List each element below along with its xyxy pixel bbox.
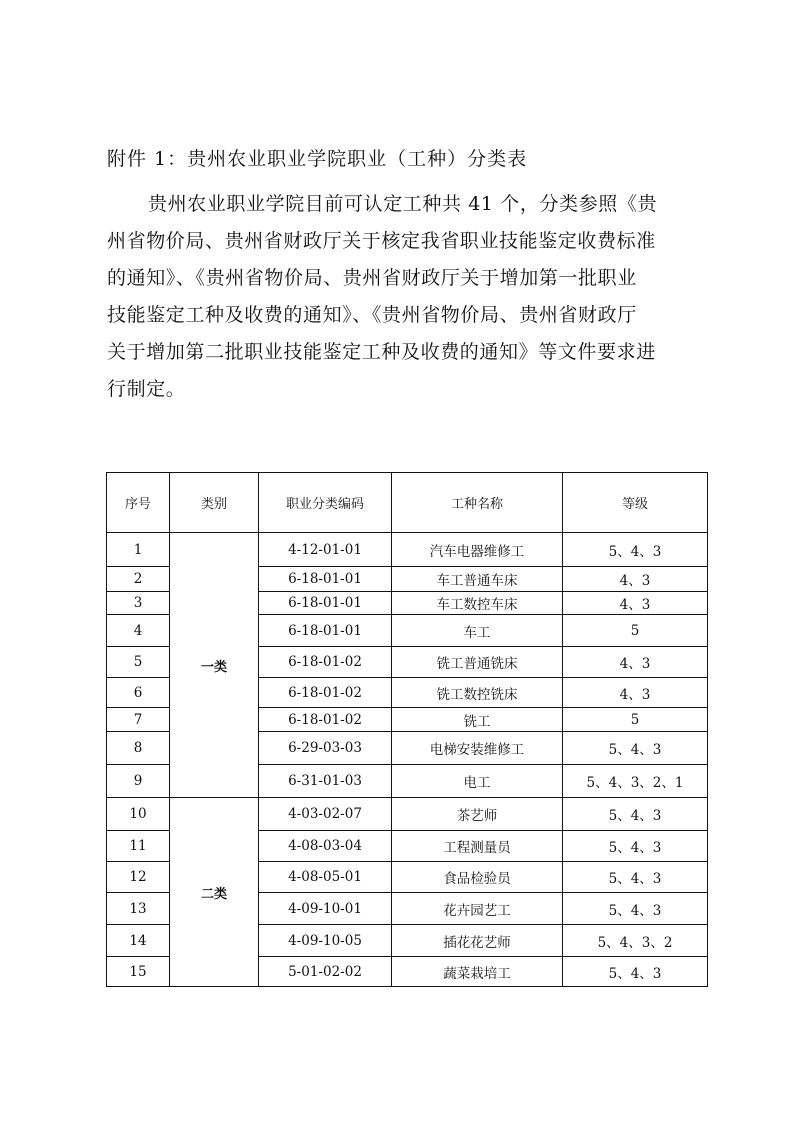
category-cell: 二类 <box>170 798 259 987</box>
cell-code: 5-01-02-02 <box>259 957 392 987</box>
intro-paragraph <box>107 186 697 408</box>
cell-name: 电工 <box>392 765 563 798</box>
cell-level: 5、4、3 <box>563 732 708 765</box>
cell-code: 6-29-03-03 <box>259 732 392 765</box>
cell-code: 4-08-05-01 <box>259 862 392 893</box>
paragraph-line: 关于增加第二批职业技能鉴定工种及收费的通知》等文件要求进 <box>107 341 656 363</box>
cell-level: 5、4、3、2、1 <box>563 765 708 798</box>
header-occupation-name: 工种名称 <box>392 473 563 533</box>
cell-serial: 5 <box>107 647 170 678</box>
paragraph-line: 行制定。 <box>107 378 186 400</box>
cell-level: 5、4、3 <box>563 957 708 987</box>
paragraph-line: 技能鉴定工种及收费的通知》、《贵州省物价局、贵州省财政厅 <box>107 304 637 326</box>
cell-code: 6-18-01-02 <box>259 647 392 678</box>
cell-name: 花卉园艺工 <box>392 893 563 925</box>
cell-serial: 12 <box>107 862 170 893</box>
cell-serial: 9 <box>107 765 170 798</box>
cell-name: 工程测量员 <box>392 831 563 862</box>
cell-name: 铣工数控铣床 <box>392 678 563 708</box>
cell-serial: 3 <box>107 592 170 615</box>
cell-serial: 2 <box>107 567 170 592</box>
cell-level: 5、4、3 <box>563 893 708 925</box>
cell-code: 6-31-01-03 <box>259 765 392 798</box>
cell-code: 6-18-01-01 <box>259 615 392 647</box>
cell-code: 6-18-01-01 <box>259 567 392 592</box>
header-serial: 序号 <box>107 473 170 533</box>
cell-serial: 4 <box>107 615 170 647</box>
cell-level: 5 <box>563 708 708 732</box>
paragraph-line: 贵州农业职业学院目前可认定工种共 41 个，分类参照《贵 <box>148 193 658 215</box>
cell-serial: 7 <box>107 708 170 732</box>
paragraph-line: 的通知》、《贵州省物价局、贵州省财政厅关于增加第一批职业 <box>107 267 637 289</box>
cell-name: 食品检验员 <box>392 862 563 893</box>
cell-serial: 13 <box>107 893 170 925</box>
cell-code: 4-09-10-05 <box>259 925 392 957</box>
cell-serial: 1 <box>107 533 170 567</box>
cell-code: 6-18-01-02 <box>259 678 392 708</box>
cell-code: 4-09-10-01 <box>259 893 392 925</box>
cell-level: 5、4、3 <box>563 798 708 831</box>
cell-code: 4-08-03-04 <box>259 831 392 862</box>
cell-name: 车工数控车床 <box>392 592 563 615</box>
cell-level: 4、3 <box>563 567 708 592</box>
cell-name: 蔬菜栽培工 <box>392 957 563 987</box>
cell-level: 5、4、3 <box>563 862 708 893</box>
cell-code: 6-18-01-02 <box>259 708 392 732</box>
cell-level: 4、3 <box>563 592 708 615</box>
cell-serial: 6 <box>107 678 170 708</box>
cell-level: 5 <box>563 615 708 647</box>
cell-name: 茶艺师 <box>392 798 563 831</box>
occupation-table <box>106 472 708 987</box>
table-row <box>107 533 708 567</box>
cell-code: 6-18-01-01 <box>259 592 392 615</box>
cell-level: 4、3 <box>563 647 708 678</box>
cell-serial: 14 <box>107 925 170 957</box>
cell-name: 铣工普通铣床 <box>392 647 563 678</box>
table-row <box>107 798 708 831</box>
document-heading: 附件 1：贵州农业职业学院职业（工种）分类表 <box>107 148 528 170</box>
table-header-row <box>107 473 708 533</box>
cell-level: 5、4、3、2 <box>563 925 708 957</box>
cell-code: 4-03-02-07 <box>259 798 392 831</box>
header-category: 类别 <box>170 473 259 533</box>
cell-name: 插花花艺师 <box>392 925 563 957</box>
cell-serial: 8 <box>107 732 170 765</box>
cell-name: 汽车电器维修工 <box>392 533 563 567</box>
cell-serial: 10 <box>107 798 170 831</box>
cell-name: 车工 <box>392 615 563 647</box>
category-cell: 一类 <box>170 533 259 798</box>
cell-name: 车工普通车床 <box>392 567 563 592</box>
cell-level: 5、4、3 <box>563 831 708 862</box>
cell-serial: 11 <box>107 831 170 862</box>
paragraph-line: 州省物价局、贵州省财政厅关于核定我省职业技能鉴定收费标准 <box>107 230 656 252</box>
cell-level: 4、3 <box>563 678 708 708</box>
cell-name: 电梯安装维修工 <box>392 732 563 765</box>
header-level: 等级 <box>563 473 708 533</box>
header-code: 职业分类编码 <box>259 473 392 533</box>
cell-name: 铣工 <box>392 708 563 732</box>
cell-serial: 15 <box>107 957 170 987</box>
cell-level: 5、4、3 <box>563 533 708 567</box>
cell-code: 4-12-01-01 <box>259 533 392 567</box>
